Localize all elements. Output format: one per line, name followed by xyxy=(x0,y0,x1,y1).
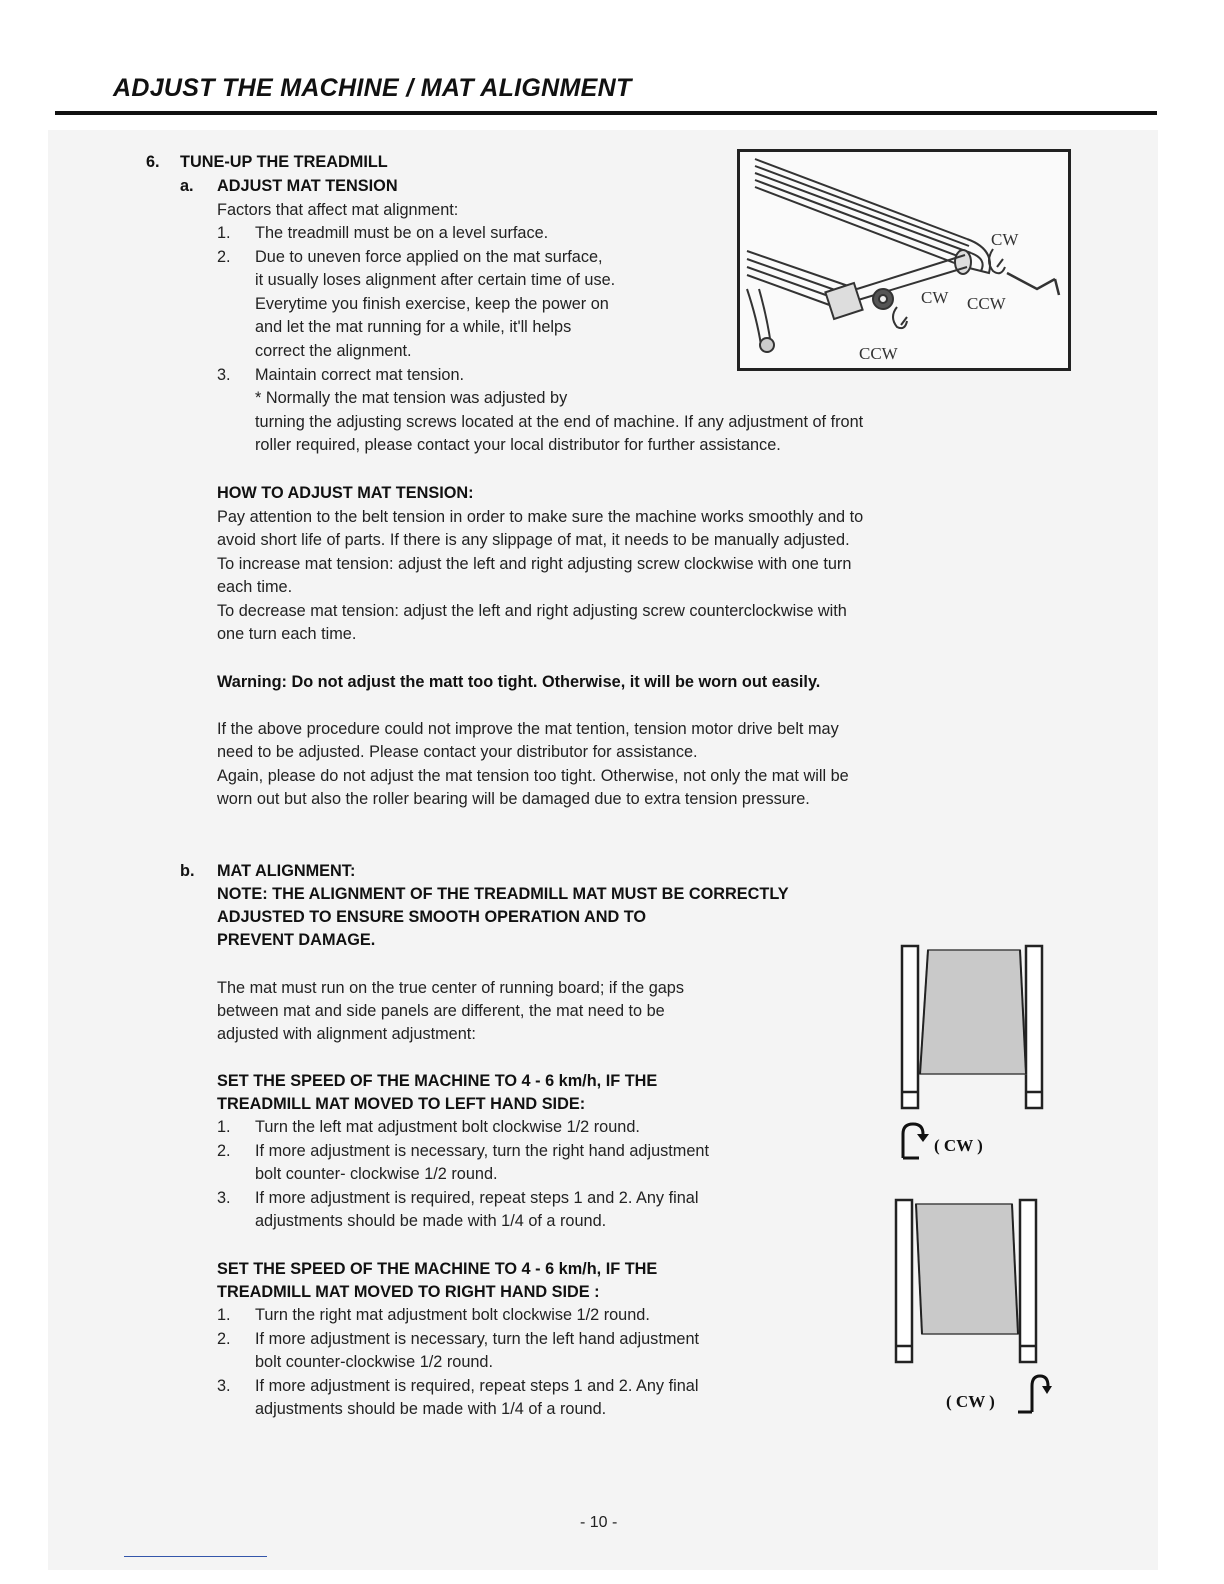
factor-2-number: 2. xyxy=(217,248,231,266)
alignment-intro-line: The mat must run on the true center of running board; if the gaps xyxy=(217,979,684,997)
factor-3-number: 3. xyxy=(217,366,231,384)
alignment-intro-line: adjusted with alignment adjustment: xyxy=(217,1025,476,1043)
how-to-line: one turn each time. xyxy=(217,625,357,643)
factor-2-line: correct the alignment. xyxy=(255,342,412,360)
left-step-2-number: 2. xyxy=(217,1142,231,1160)
how-to-title: HOW TO ADJUST MAT TENSION: xyxy=(217,484,474,502)
subsection-b-letter: b. xyxy=(180,862,195,880)
how-to-line: To increase mat tension: adjust the left and right adjusting screw clockwise with one turn xyxy=(217,555,852,573)
mat-right-figure xyxy=(892,1198,1044,1366)
page-title: ADJUST THE MACHINE / MAT ALIGNMENT xyxy=(113,74,632,102)
left-step-2: If more adjustment is necessary, turn the right hand adjustment xyxy=(255,1142,709,1160)
left-step-3-number: 3. xyxy=(217,1189,231,1207)
title-underline xyxy=(55,111,1157,115)
cw-mid-label: CW xyxy=(921,288,949,307)
section-title: TUNE-UP THE TREADMILL xyxy=(180,153,388,171)
ccw-right-label: CCW xyxy=(967,294,1006,313)
right-step-2-number: 2. xyxy=(217,1330,231,1348)
ccw-bottom-label: CCW xyxy=(859,344,898,363)
subsection-a-letter: a. xyxy=(180,177,194,195)
note-line: PREVENT DAMAGE. xyxy=(217,931,376,949)
left-side-title: SET THE SPEED OF THE MACHINE TO 4 - 6 km/h, IF THE xyxy=(217,1072,658,1090)
subsection-a-title: ADJUST MAT TENSION xyxy=(217,177,398,195)
footer-rule xyxy=(124,1556,267,1557)
factor-2-line: Due to uneven force applied on the mat surface, xyxy=(255,248,603,266)
closing-line: need to be adjusted. Please contact your distributor for assistance. xyxy=(217,743,698,761)
closing-line: worn out but also the roller bearing will be damaged due to extra tension pressure. xyxy=(217,790,810,808)
right-step-3: adjustments should be made with 1/4 of a round. xyxy=(255,1400,607,1418)
right-step-3-number: 3. xyxy=(217,1377,231,1395)
mat-shape xyxy=(920,950,1026,1074)
subsection-b-title: MAT ALIGNMENT: xyxy=(217,862,356,880)
factors-intro: Factors that affect mat alignment: xyxy=(217,201,459,219)
rotate-cw-icon xyxy=(1012,1372,1052,1416)
factor-1-line: The treadmill must be on a level surface. xyxy=(255,224,549,242)
factor-3-line: * Normally the mat tension was adjusted by xyxy=(255,389,568,407)
right-step-1: Turn the right mat adjustment bolt clockwise 1/2 round. xyxy=(255,1306,650,1324)
factor-2-line: it usually loses alignment after certain time of use. xyxy=(255,271,616,289)
mat-shape xyxy=(916,1204,1018,1334)
rotate-cw-icon xyxy=(893,1120,929,1162)
left-step-3: adjustments should be made with 1/4 of a round. xyxy=(255,1212,607,1230)
how-to-line: each time. xyxy=(217,578,293,596)
factor-2-line: and let the mat running for a while, it'll helps xyxy=(255,318,572,336)
warning-text: Warning: Do not adjust the matt too tight. Otherwise, it will be worn out easily. xyxy=(217,673,821,691)
how-to-line: Pay attention to the belt tension in order to make sure the machine works smoothly and to xyxy=(217,508,864,526)
how-to-line: avoid short life of parts. If there is any slippage of mat, it needs to be manually adjusted. xyxy=(217,531,850,549)
right-step-2: bolt counter-clockwise 1/2 round. xyxy=(255,1353,494,1371)
roller-adjustment-figure xyxy=(737,149,1071,371)
right-step-2: If more adjustment is necessary, turn the left hand adjustment xyxy=(255,1330,700,1348)
left-step-1-number: 1. xyxy=(217,1118,231,1136)
cw-top-label: CW xyxy=(991,230,1019,249)
factor-3-line: Maintain correct mat tension. xyxy=(255,366,465,384)
left-step-1: Turn the left mat adjustment bolt clockwise 1/2 round. xyxy=(255,1118,640,1136)
right-side-title: SET THE SPEED OF THE MACHINE TO 4 - 6 km/h, IF THE xyxy=(217,1260,658,1278)
factor-2-line: Everytime you finish exercise, keep the power on xyxy=(255,295,609,313)
left-side-title: TREADMILL MAT MOVED TO LEFT HAND SIDE: xyxy=(217,1095,586,1113)
page-number: - 10 - xyxy=(580,1514,618,1531)
how-to-line: To decrease mat tension: adjust the left and right adjusting screw counterclockwise with xyxy=(217,602,847,620)
right-step-1-number: 1. xyxy=(217,1306,231,1324)
factor-3-line: roller required, please contact your local distributor for further assistance. xyxy=(255,436,781,454)
factor-3-line: turning the adjusting screws located at the end of machine. If any adjustment of front xyxy=(255,413,864,431)
closing-line: Again, please do not adjust the mat tension too tight. Otherwise, not only the mat will be xyxy=(217,767,849,785)
left-step-2: bolt counter- clockwise 1/2 round. xyxy=(255,1165,498,1183)
note-line: NOTE: THE ALIGNMENT OF THE TREADMILL MAT MUST BE CORRECTLY xyxy=(217,885,789,903)
cw-label-1: ( CW ) xyxy=(934,1136,983,1155)
right-side-title: TREADMILL MAT MOVED TO RIGHT HAND SIDE : xyxy=(217,1283,600,1301)
alignment-intro-line: between mat and side panels are different, the mat need to be xyxy=(217,1002,665,1020)
figure-frame xyxy=(739,151,1070,370)
cw-label-2: ( CW ) xyxy=(946,1392,995,1411)
right-step-3: If more adjustment is required, repeat steps 1 and 2. Any final xyxy=(255,1377,699,1395)
section-number: 6. xyxy=(146,153,160,171)
left-step-3: If more adjustment is required, repeat steps 1 and 2. Any final xyxy=(255,1189,699,1207)
mat-left-figure xyxy=(898,944,1050,1112)
closing-line: If the above procedure could not improve the mat tention, tension motor drive belt may xyxy=(217,720,839,738)
note-line: ADJUSTED TO ENSURE SMOOTH OPERATION AND TO xyxy=(217,908,647,926)
factor-1-number: 1. xyxy=(217,224,231,242)
